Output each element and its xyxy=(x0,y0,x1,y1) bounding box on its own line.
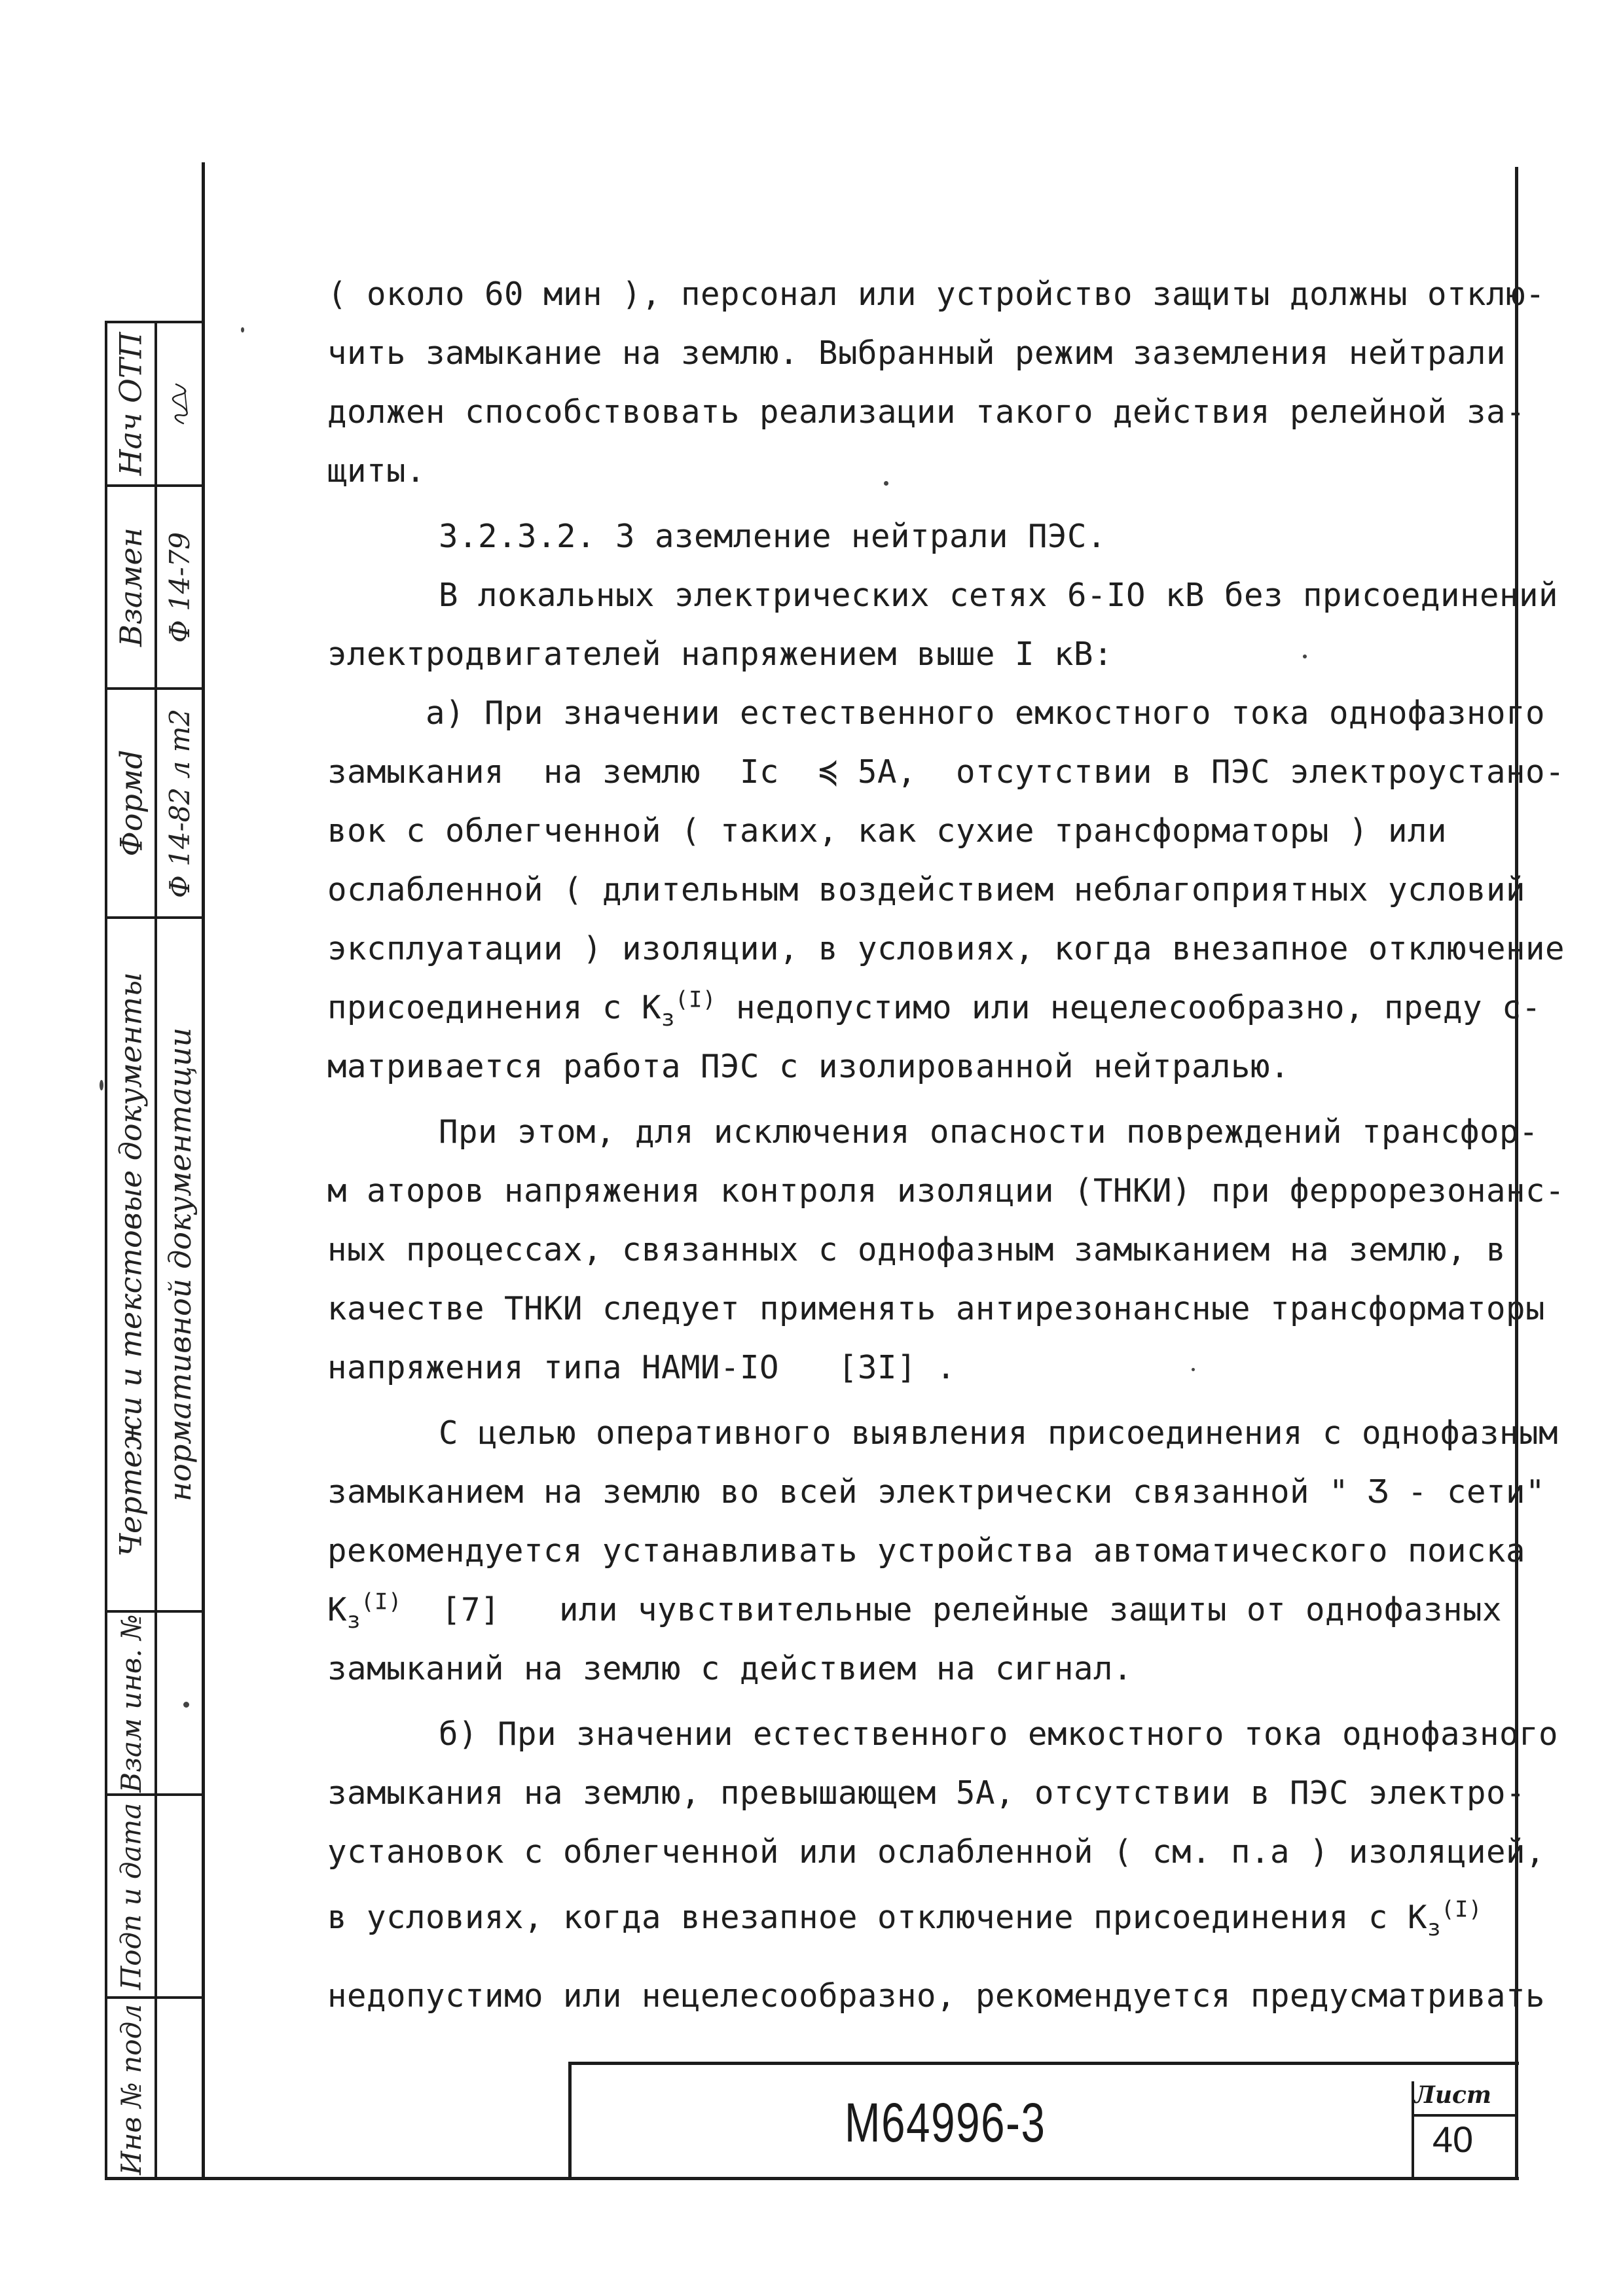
line-text: в условиях, когда внезапное отключение присоединения с xyxy=(327,1899,1389,1936)
stamp-dot xyxy=(183,1702,189,1708)
body-line: С целью оперативного выявления присоединения с однофазным xyxy=(439,1414,1559,1452)
k-symbol: $К_з^{(I)}$ xyxy=(1408,1896,1482,1941)
sheet-label: Лист xyxy=(1413,2081,1492,2109)
stamp-cell-replacement-value xyxy=(157,487,203,687)
doc-title-line1: Чертежи и текстовые документы xyxy=(113,972,149,1557)
stamp-label-replaced-inv: Взам инв. № xyxy=(115,1613,147,1793)
reference: [7] xyxy=(441,1591,500,1628)
body-line xyxy=(327,986,1541,1031)
reference: [3I] xyxy=(838,1349,917,1386)
stamp-cell-original-inv xyxy=(107,1999,155,2179)
stamp-cell-replaced-inv xyxy=(107,1613,155,1793)
body-line xyxy=(327,1588,1502,1634)
line-text: или чувствительные релейные защиты от однофазных xyxy=(558,1591,1502,1628)
stamp-cell-doc-title xyxy=(107,919,155,1610)
scan-speck xyxy=(100,1080,103,1090)
document-code: М64996-3 xyxy=(845,2092,1046,2153)
body-line: напряжения типа НАМИ-IO [3I] . xyxy=(327,1349,957,1386)
body-line: щиты. xyxy=(327,452,426,490)
stamp-cell-doc-title-2 xyxy=(157,919,203,1610)
signature-icon xyxy=(160,381,200,427)
body-line: эксплуатации ) изоляции, в условиях, когда внезапное отключение xyxy=(327,930,1565,967)
scan-speck xyxy=(1303,655,1307,658)
doc-title-line2: нормативной документации xyxy=(162,1027,198,1502)
line-text: недопустимо или нецелесообразно, преду с- xyxy=(735,989,1541,1026)
stamp-cell-form-value xyxy=(157,690,203,916)
sheet-number: 40 xyxy=(1432,2119,1474,2160)
body-line xyxy=(327,1896,1482,1941)
stamp-label-replacement: Взамен xyxy=(113,528,149,647)
body-line: замыкания на землю Iс ≼ 5А, отсутствии в ПЭС электроустано- xyxy=(327,753,1565,791)
title-block-top-line xyxy=(570,2062,1519,2065)
stamp-cell-head xyxy=(107,323,155,484)
body-line: ных процессах, связанных с однофазным замыканием на землю, в xyxy=(327,1231,1506,1268)
body-line: качестве ТНКИ следует применять антирезонансные трансформаторы xyxy=(327,1290,1546,1327)
body-line: вок с облегченной ( таких, как сухие трансформаторы ) или xyxy=(327,812,1448,850)
scan-speck xyxy=(1192,1368,1195,1371)
k-symbol: $К_з^{(I)}$ xyxy=(642,986,716,1031)
body-line: чить замыкание на землю. Выбранный режим заземления нейтрали xyxy=(327,334,1506,372)
scan-speck xyxy=(884,481,888,486)
body-line: замыканием на землю во всей электрически связанной " Ʒ - сети" xyxy=(327,1473,1546,1511)
line-text: напряжения типа НАМИ-IO xyxy=(327,1349,780,1386)
title-block-left-line xyxy=(568,2062,572,2179)
body-line: недопустимо или нецелесообразно, рекомендуется предусматривать xyxy=(327,1977,1546,2015)
body-line: б) При значении естественного емкостного тока однофазного xyxy=(439,1715,1559,1753)
body-line: В локальных электрических сетях 6-IO кВ без присоединений xyxy=(439,577,1559,614)
body-line: должен способствовать реализации такого действия релейной за- xyxy=(327,393,1526,431)
body-line: ( около 60 мин ), персонал или устройство защиты должны отклю- xyxy=(327,276,1546,313)
body-line: м аторов напряжения контроля изоляции (ТНКИ) при феррорезонанс- xyxy=(327,1172,1565,1210)
stamp-label-form: Формd xyxy=(113,749,149,857)
body-line: матривается работа ПЭС с изолированной нейтралью. xyxy=(327,1048,1290,1085)
stamp-label-original-inv: Инв № подл xyxy=(115,2003,147,2175)
stamp-cell-replacement xyxy=(107,487,155,687)
stamp-label-head: Нач ОТП xyxy=(113,332,149,476)
stamp-value-replacement: Ф 14-79 xyxy=(164,531,196,643)
body-line: рекомендуется устанавливать устройства автоматического поиска xyxy=(327,1532,1526,1570)
line-text: присоединения с xyxy=(327,989,623,1026)
scan-speck xyxy=(241,327,244,332)
section-heading: 3.2.3.2. З аземление нейтрали ПЭС. xyxy=(439,518,1107,555)
stamp-value-form: Ф 14-82 л т2 xyxy=(164,708,196,898)
body-line: установок с облегченной или ослабленной ( см. п.а ) изоляцией, xyxy=(327,1833,1546,1871)
stamp-cell-form xyxy=(107,690,155,916)
bottom-frame-line xyxy=(105,2177,1519,2180)
sheet-box-divider xyxy=(1412,2114,1518,2117)
approval-stamp-column xyxy=(105,321,203,2179)
stamp-label-sign-date: Подп и дата xyxy=(115,1803,147,1990)
body-line: замыканий на землю с действием на сигнал. xyxy=(327,1650,1133,1687)
body-line: ослабленной ( длительным воздействием неблагоприятных условий xyxy=(327,871,1526,908)
body-line: При этом, для исключения опасности повреждений трансфор- xyxy=(439,1113,1539,1151)
k-symbol: $К_з^{(I)}$ xyxy=(327,1588,402,1634)
body-line: а) При значении естественного емкостного тока однофазного xyxy=(426,694,1546,732)
stamp-cell-head-signature xyxy=(157,323,203,484)
stamp-cell-sign-date xyxy=(107,1796,155,1996)
body-line: замыкания на землю, превышающем 5А, отсутствии в ПЭС электро- xyxy=(327,1774,1526,1812)
body-line: электродвигателей напряжением выше I кВ: xyxy=(327,636,1114,673)
